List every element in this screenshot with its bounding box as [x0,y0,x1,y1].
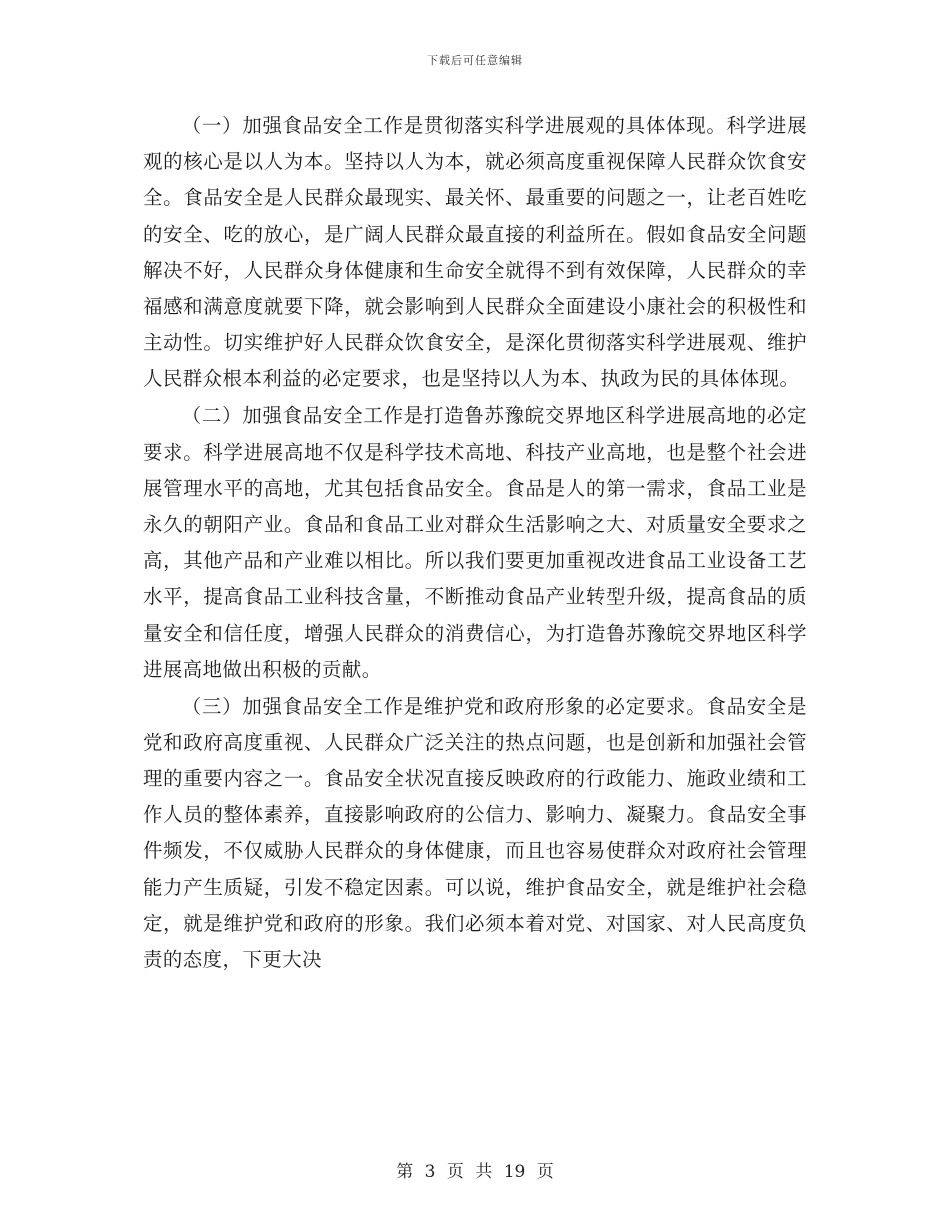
page-number: 第 3 页 共 19 页 [396,1162,554,1182]
paragraph-2: （二）加强食品安全工作是打造鲁苏豫皖交界地区科学进展高地的必定要求。科学进展高地不仅是科学技术高地、科技产业高地，也是整个社会进展管理水平的高地，尤其包括食品安全。食品是人的第一需求，食品工业是永久的朝阳产业。食品和食品工业对群众生活影响之大、对质量安全要求之高，其他产品和产业难以相比。所以我们要更加重视改进食品工业设备工艺水平，提高食品工业科技含量，不断推动食品产业转型升级，提高食品的质量安全和信任度，增强人民群众的消费信心，为打造鲁苏豫皖交界地区科学进展高地做出积极的贡献。 [143,404,807,681]
page-header-note: 下载后可任意编辑 [427,54,523,67]
document-body [143,108,807,979]
paragraph-3: （三）加强食品安全工作是维护党和政府形象的必定要求。食品安全是党和政府高度重视、人民群众广泛关注的热点问题，也是创新和加强社会管理的重要内容之一。食品安全状况直接反映政府的行政能力、施政业绩和工作人员的整体素养，直接影响政府的公信力、影响力、凝聚力。食品安全事件频发，不仅威胁人民群众的身体健康，而且也容易使群众对政府社会管理能力产生质疑，引发不稳定因素。可以说，维护食品安全，就是维护社会稳定，就是维护党和政府的形象。我们必须本着对党、对国家、对人民高度负责的态度，下更大决 [143,694,807,972]
paragraph-1: （一）加强食品安全工作是贯彻落实科学进展观的具体体现。科学进展观的核心是以人为本。坚持以人为本，就必须高度重视保障人民群众饮食安全。食品安全是人民群众最现实、最关怀、最重要的问题之一，让老百姓吃的安全、吃的放心，是广阔人民群众最直接的利益所在。假如食品安全问题解决不好，人民群众身体健康和生命安全就得不到有效保障，人民群众的幸福感和满意度就要下降，就会影响到人民群众全面建设小康社会的积极性和主动性。切实维护好人民群众饮食安全，是深化贯彻落实科学进展观、维护人民群众根本利益的必定要求，也是坚持以人为本、执政为民的具体体现。 [143,114,807,391]
